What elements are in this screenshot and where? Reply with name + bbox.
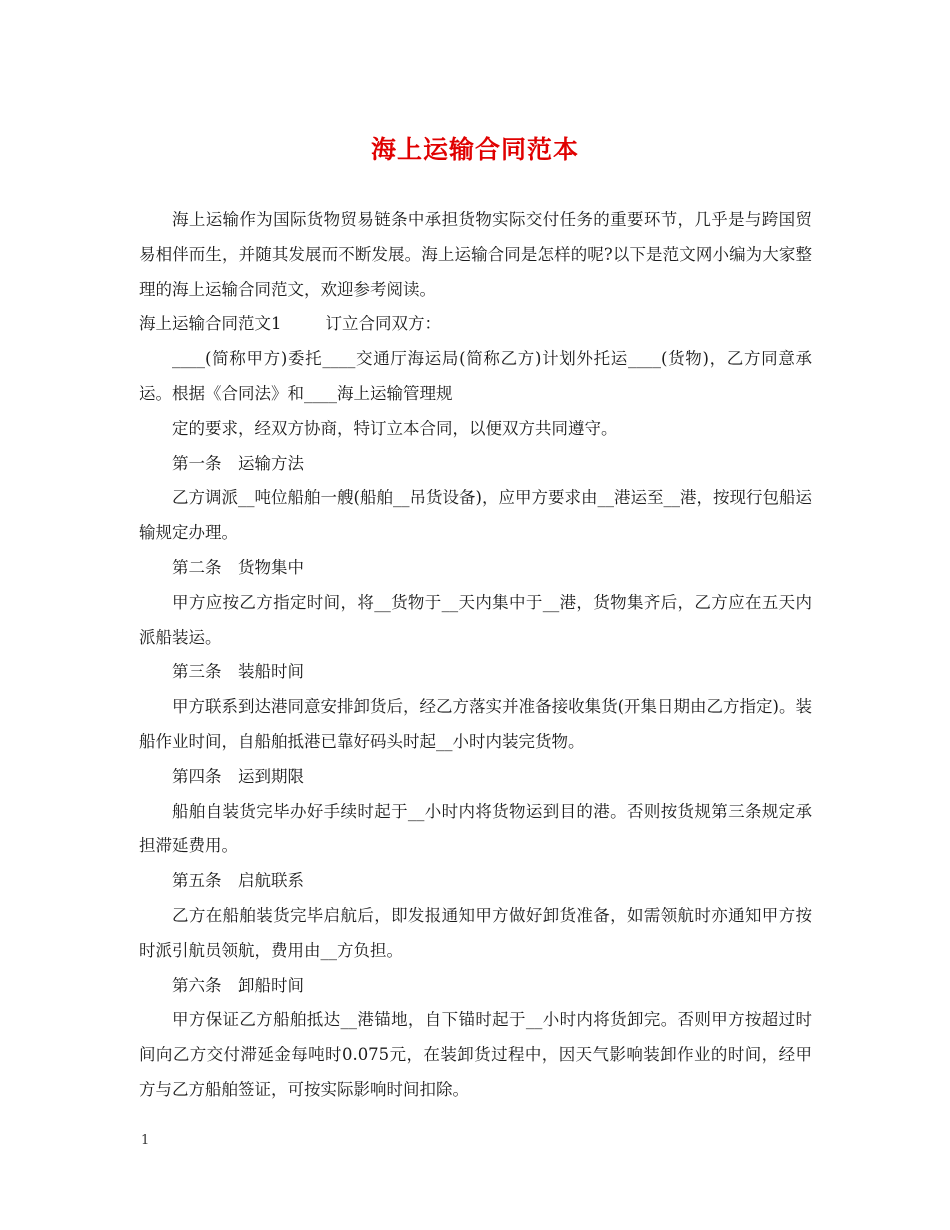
article-text: 甲方应按乙方指定时间，将__货物于__天内集中于__港，货物集齐后，乙方应在五天内派船装运。 <box>139 592 812 647</box>
sample-heading: 海上运输合同范文1 <box>139 314 282 334</box>
article-heading: 第二条 货物集中 <box>172 557 304 577</box>
intro-paragraph: 海上运输作为国际货物贸易链条中承担货物实际交付任务的重要环节，几乎是与跨国贸易相伴而生，并随其发展而不断发展。海上运输合同是怎样的呢?以下是范文网小编为大家整理的海上运输合同范文，欢迎参考阅读。 <box>139 210 812 299</box>
article-heading: 第六条 卸船时间 <box>172 975 304 995</box>
article-heading: 第四条 运到期限 <box>172 766 304 786</box>
article-text: 船舶自装货完毕办好手续时起于__小时内将货物运到目的港。否则按货规第三条规定承担滞延费用。 <box>139 801 812 856</box>
article-text: 乙方在船舶装货完毕启航后，即发报通知甲方做好卸货准备，如需领航时亦通知甲方按时派引航员领航，费用由__方负担。 <box>139 905 812 960</box>
article-text: 甲方保证乙方船舶抵达__港锚地，自下锚时起于__小时内将货卸完。否则甲方按超过时间向乙方交付滞延金每吨时0.075元，在装卸货过程中，因天气影响装卸作业的时间，经甲方与乙方船舶签证，可按实际影响时间扣除。 <box>139 1010 812 1099</box>
document-body <box>139 203 812 1108</box>
article-text: 甲方联系到达港同意安排卸货后，经乙方落实并准备接收集货(开集日期由乙方指定)。装船作业时间，自船舶抵港已靠好码头时起__小时内装完货物。 <box>139 697 812 751</box>
parties-paragraph: ____(简称甲方)委托____交通厅海运局(简称乙方)计划外托运____(货物)，乙方同意承运。根据《合同法》和____海上运输管理规 <box>139 349 812 403</box>
article-text: 乙方调派__吨位船舶一艘(船舶__吊货设备)，应甲方要求由__港运至__港，按现行包船运输规定办理。 <box>139 488 812 543</box>
document-title: 海上运输合同范本 <box>370 135 579 164</box>
article-heading: 第五条 启航联系 <box>172 871 304 891</box>
parties-continuation: 定的要求，经双方协商，特订立本合同，以便双方共同遵守。 <box>172 418 618 438</box>
sample-heading-line <box>139 307 812 342</box>
article-heading: 第一条 运输方法 <box>172 453 304 473</box>
page-number: 1 <box>141 1133 150 1148</box>
article-heading: 第三条 装船时间 <box>172 662 304 682</box>
parties-label: 订立合同双方： <box>325 314 441 334</box>
